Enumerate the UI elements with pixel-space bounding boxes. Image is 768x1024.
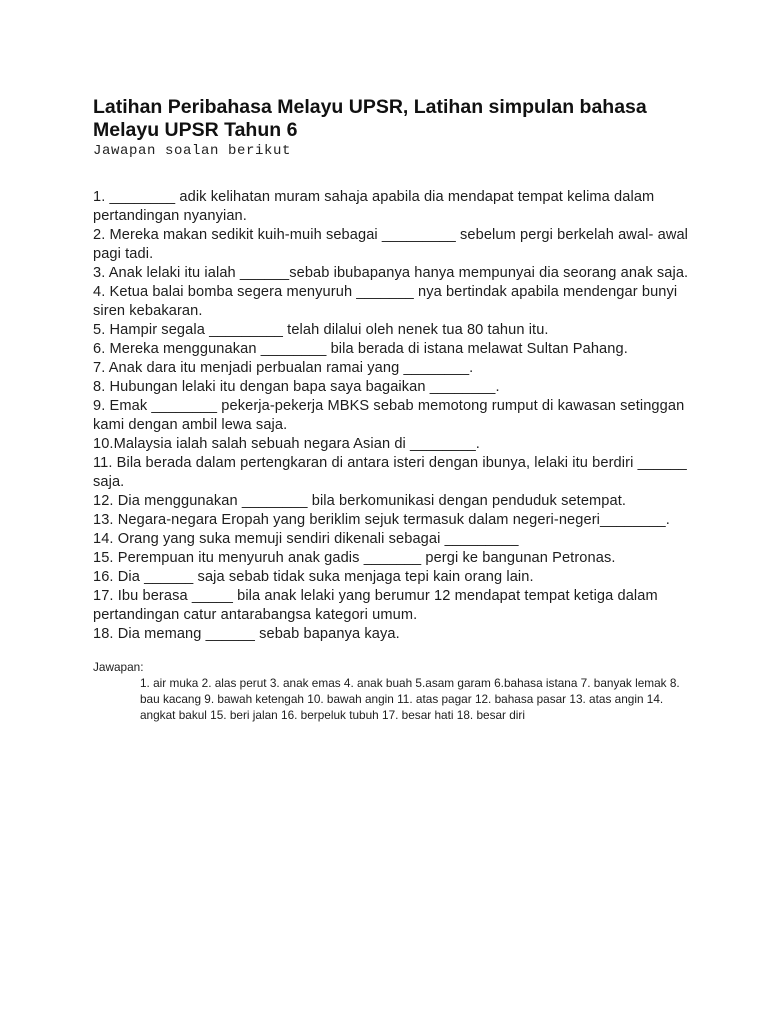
- question-item: 18. Dia memang ______ sebab bapanya kaya.: [93, 626, 400, 642]
- question-item: 16. Dia ______ saja sebab tidak suka menjaga tepi kain orang lain.: [93, 569, 534, 585]
- question-item: 2. Mereka makan sedikit kuih-muih sebagai _________ sebelum pergi berkelah awal- awal pagi tadi.: [93, 227, 689, 262]
- question-item: 4. Ketua balai bomba segera menyuruh _______ nya bertindak apabila mendengar bunyi siren kebakaran.: [93, 284, 678, 319]
- answer-key: [93, 659, 693, 723]
- question-item: 12. Dia menggunakan ________ bila berkomunikasi dengan penduduk setempat.: [93, 493, 627, 509]
- question-item: 9. Emak ________ pekerja-pekerja MBKS sebab memotong rumput di kawasan setinggan kami dengan ambil lewa saja.: [93, 398, 685, 433]
- question-item: 6. Mereka menggunakan ________ bila berada di istana melawat Sultan Pahang.: [93, 341, 628, 357]
- question-item: 11. Bila berada dalam pertengkaran di antara isteri dengan ibunya, lelaki itu berdiri ______ saja.: [93, 455, 687, 490]
- question-item: 5. Hampir segala _________ telah dilalui oleh nenek tua 80 tahun itu.: [93, 322, 549, 338]
- answers-heading: Jawapan:: [93, 660, 144, 674]
- question-item: 15. Perempuan itu menyuruh anak gadis _______ pergi ke bangunan Petronas.: [93, 550, 616, 566]
- question-item: 14. Orang yang suka memuji sendiri dikenali sebagai _________: [93, 531, 519, 547]
- question-item: 17. Ibu berasa _____ bila anak lelaki yang berumur 12 mendapat tempat ketiga dalam pertandingan catur antarabangsa kategori umum.: [93, 588, 658, 623]
- question-item: 1. ________ adik kelihatan muram sahaja apabila dia mendapat tempat kelima dalam pertandingan nyanyian.: [93, 189, 655, 224]
- question-list: [93, 188, 693, 644]
- question-item: 7. Anak dara itu menjadi perbualan ramai yang ________.: [93, 360, 474, 376]
- answers-text: 1. air muka 2. alas perut 3. anak emas 4. anak buah 5.asam garam 6.bahasa istana 7. banyak lemak 8. bau kacang 9. bawah ketengah 10. bawah angin 11. atas pagar 12. bahasa pasar 13. atas angin 14. angkat bakul 15. beri jalan 16. berpeluk tubuh 17. besar hati 18. besar diri: [140, 676, 680, 722]
- question-item: 10.Malaysia ialah salah sebuah negara Asian di ________.: [93, 436, 480, 452]
- document-subtitle: Jawapan soalan berikut: [93, 143, 292, 159]
- question-item: 8. Hubungan lelaki itu dengan bapa saya bagaikan ________.: [93, 379, 500, 395]
- document-title: Latihan Peribahasa Melayu UPSR, Latihan simpulan bahasa Melayu UPSR Tahun 6: [93, 96, 647, 141]
- question-item: 13. Negara-negara Eropah yang beriklim sejuk termasuk dalam negeri-negeri________.: [93, 512, 670, 528]
- question-item: 3. Anak lelaki itu ialah ______sebab ibubapanya hanya mempunyai dia seorang anak saja.: [93, 265, 689, 281]
- document-page: [93, 96, 693, 723]
